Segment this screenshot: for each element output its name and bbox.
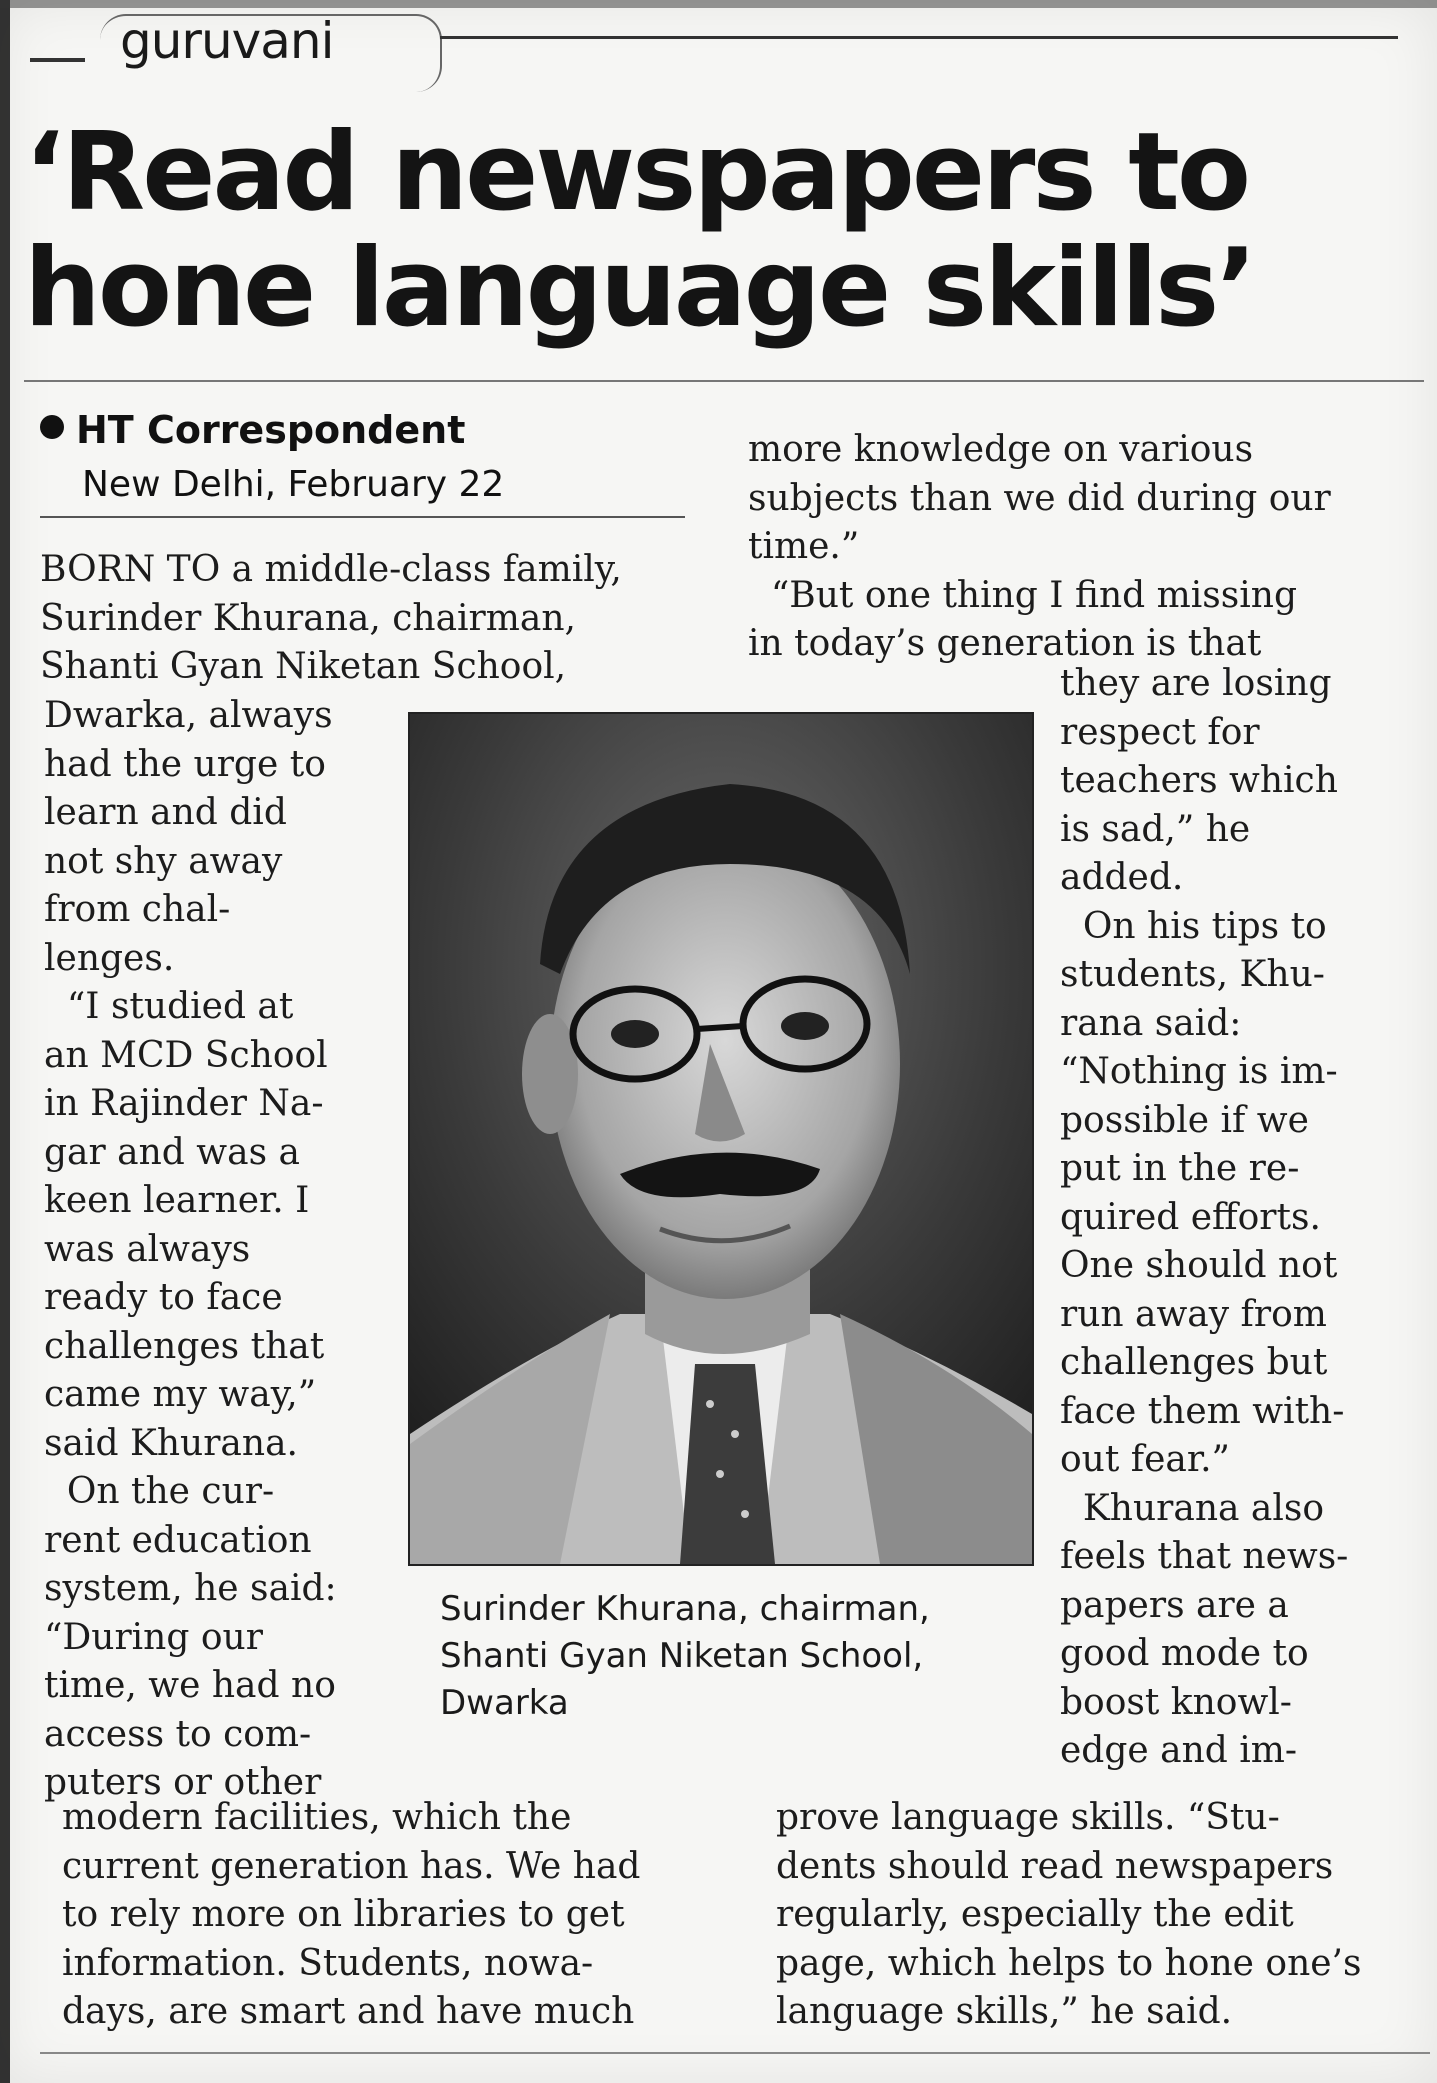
text-line: rent education: [44, 1519, 312, 1561]
text-line: learn and did: [44, 792, 287, 833]
text-line: students, Khu-: [1060, 954, 1325, 995]
text-line: quired efforts.: [1060, 1196, 1321, 1238]
text-line: information. Students, nowa-: [62, 1942, 594, 1984]
text-line: modern facilities, which the: [62, 1797, 572, 1838]
text-line: face them with-: [1060, 1390, 1345, 1432]
section-tag: guruvani: [120, 12, 334, 70]
column1-bottom: [62, 1794, 640, 2037]
text-line: lenges.: [44, 937, 175, 979]
text-line: current generation has. We had: [62, 1845, 641, 1887]
column2-top: [748, 426, 1331, 669]
column1-top: [40, 546, 622, 692]
text-line: days, are smart and have much: [62, 1991, 635, 2032]
text-line: On his tips to: [1060, 905, 1327, 947]
text-line: teachers which: [1060, 760, 1338, 801]
headline-line: ‘Read newspapers to: [24, 110, 1249, 235]
text-line: possible if we: [1060, 1099, 1309, 1141]
text-line: system, he said:: [44, 1568, 337, 1609]
text-line: rana said:: [1060, 1002, 1242, 1044]
text-line: language skills,” he said.: [776, 1991, 1233, 2032]
section-tag-dash: [30, 58, 85, 62]
text-line: from chal-: [44, 889, 231, 930]
dateline: New Delhi, February 22: [82, 464, 505, 505]
text-line: “During our: [44, 1616, 263, 1658]
text-line: On the cur-: [44, 1471, 275, 1512]
text-line: boost knowl-: [1060, 1681, 1292, 1723]
text-line: prove language skills. “Stu-: [776, 1797, 1280, 1838]
caption-line: Dwarka: [440, 1683, 569, 1723]
column2-bottom: [776, 1794, 1361, 2037]
text-line: an MCD School: [44, 1034, 328, 1076]
text-line: out fear.”: [1060, 1439, 1230, 1480]
text-line: time.”: [748, 526, 860, 567]
text-line: Dwarka, always: [44, 695, 333, 736]
text-line: access to com-: [44, 1713, 312, 1755]
text-line: edge and im-: [1060, 1730, 1298, 1771]
text-line: Khurana also: [1060, 1487, 1325, 1529]
text-line: regularly, especially the edit: [776, 1894, 1294, 1935]
caption-line: Shanti Gyan Niketan School,: [440, 1636, 924, 1676]
byline: [40, 408, 465, 452]
text-line: puters or other: [44, 1762, 322, 1803]
photo-caption: [440, 1586, 930, 1727]
text-line: BORN TO a middle-class family,: [40, 549, 622, 590]
text-line: added.: [1060, 857, 1184, 898]
text-line: “Nothing is im-: [1060, 1051, 1338, 1092]
bullet-icon: [40, 415, 64, 439]
portrait-photo-icon: [410, 714, 1032, 1564]
headline-line: hone language skills’: [24, 226, 1255, 351]
text-line: gar and was a: [44, 1131, 300, 1173]
text-line: they are losing: [1060, 663, 1332, 704]
text-line: page, which helps to hone one’s: [776, 1942, 1362, 1984]
scan-left-edge: [0, 0, 10, 2083]
text-line: put in the re-: [1060, 1148, 1300, 1189]
text-line: to rely more on libraries to get: [62, 1894, 625, 1935]
text-line: dents should read newspapers: [776, 1845, 1334, 1887]
text-line: in today’s generation is that: [748, 623, 1262, 664]
text-line: was always: [44, 1228, 251, 1270]
text-line: in Rajinder Na-: [44, 1083, 324, 1124]
portrait-photo: [408, 712, 1034, 1566]
text-line: time, we had no: [44, 1665, 336, 1706]
text-line: good mode to: [1060, 1633, 1309, 1674]
text-line: had the urge to: [44, 743, 326, 785]
caption-line: Surinder Khurana, chairman,: [440, 1589, 930, 1629]
text-line: Shanti Gyan Niketan School,: [40, 646, 567, 687]
headline-rule: [24, 380, 1424, 382]
text-line: came my way,”: [44, 1374, 317, 1415]
top-rule: [440, 36, 1398, 39]
byline-text: HT Correspondent: [76, 408, 466, 452]
text-line: respect for: [1060, 711, 1260, 753]
text-line: One should not: [1060, 1245, 1338, 1286]
text-line: run away from: [1060, 1293, 1327, 1335]
text-line: “I studied at: [44, 986, 294, 1027]
text-line: challenges that: [44, 1325, 325, 1367]
text-line: papers are a: [1060, 1584, 1289, 1626]
column1-narrow: [44, 692, 337, 1808]
bottom-rule: [40, 2052, 1430, 2054]
text-line: subjects than we did during our: [748, 477, 1331, 519]
text-line: more knowledge on various: [748, 429, 1254, 470]
text-line: challenges but: [1060, 1342, 1328, 1383]
headline: [24, 110, 1424, 351]
text-line: ready to face: [44, 1277, 283, 1318]
text-line: keen learner. I: [44, 1180, 310, 1221]
text-line: not shy away: [44, 840, 283, 882]
text-line: said Khurana.: [44, 1422, 298, 1464]
byline-rule: [40, 516, 685, 518]
text-line: feels that news-: [1060, 1536, 1349, 1577]
text-line: is sad,” he: [1060, 808, 1251, 850]
scan-top-edge: [0, 0, 1437, 8]
text-line: Surinder Khurana, chairman,: [40, 597, 576, 639]
column2-narrow: [1060, 660, 1348, 1776]
text-line: “But one thing I find missing: [748, 574, 1297, 616]
